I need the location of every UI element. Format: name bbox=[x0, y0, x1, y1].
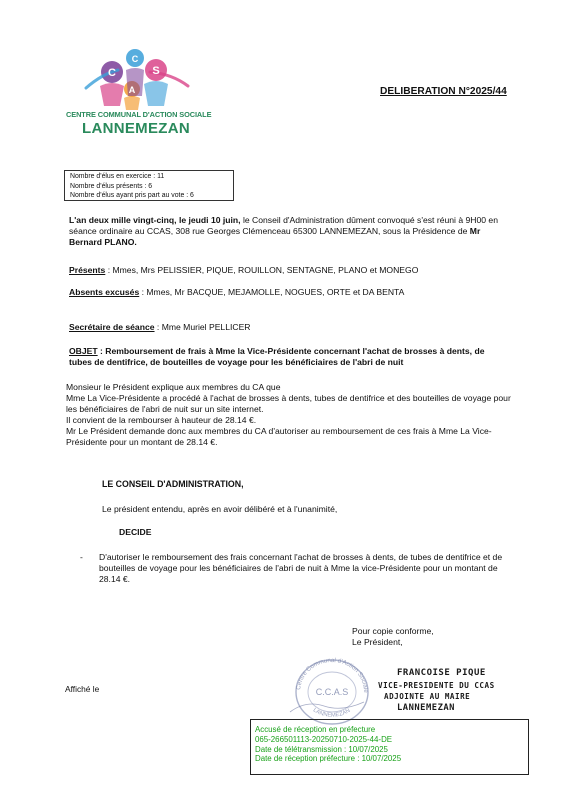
body-line: Monsieur le Président explique aux membres du CA que bbox=[66, 382, 281, 392]
secretaire-text: : Mme Muriel PELLICER bbox=[154, 322, 251, 332]
votes-line: Nombre d'élus ayant pris part au vote : 6 bbox=[70, 192, 194, 200]
logo-letter-s: S bbox=[152, 65, 160, 77]
body-line: Mme La Vice-Présidente a procédé à l'achat de brosses à dents, tubes de dentifrice et des bouteilles de voyage pour les bénéficiaires de l'abri de nuit sur un site internet. bbox=[66, 393, 511, 414]
objet-text: : Remboursement de frais à Mme la Vice-Présidente concernant l'achat de brosses à dents, de tubes de dentifrice, de bouteilles de voyage pour les bénéficiaires de l'abri de nuit bbox=[69, 346, 485, 367]
signature-name: FRANCOISE PIQUE bbox=[397, 668, 486, 678]
objet-paragraph bbox=[69, 346, 509, 368]
affiche-label: Affiché le bbox=[65, 684, 100, 694]
logo-letter-a: A bbox=[128, 85, 136, 95]
secretaire-label: Secrétaire de séance bbox=[69, 322, 155, 332]
decision-text: D'autoriser le remboursement des frais concernant l'achat de brosses à dents, de tubes de dentifrice et de bouteilles de voyage pour les bénéficiaires de l'abri de nuit à Mme la vice-Présidente pour un montant de 28.14 €. bbox=[99, 552, 503, 584]
receipt-line: Date de réception préfecture : 10/07/2025 bbox=[255, 754, 402, 764]
logo-subtitle: CENTRE COMMUNAL D'ACTION SOCIALE bbox=[66, 110, 212, 119]
logo-letter-c1: C bbox=[108, 67, 116, 79]
intro-text: le Conseil d'Administration dûment convoqué s'est réuni à 9H00 en séance ordinaire au CCAS, 308 rue Georges Clémenceau 65300 LANNEMEZAN, sous la Présidence de bbox=[69, 215, 498, 236]
body-line: Mr Le Président demande donc aux membres du CA d'autoriser au remboursement de ces frais à Mme La Vice-Présidente pour un montant de 28.14 €. bbox=[66, 426, 492, 447]
objet-label: OBJET bbox=[69, 346, 98, 356]
copie-line: Pour copie conforme, bbox=[352, 626, 434, 636]
presents-line bbox=[69, 265, 509, 276]
receipt-line: Accusé de réception en préfecture bbox=[255, 725, 376, 734]
stamp-center: C.C.A.S bbox=[315, 687, 349, 697]
presents-text: : Mmes, Mrs PELISSIER, PIQUE, ROUILLON, SENTAGNE, PLANO et MONEGO bbox=[105, 265, 419, 275]
decide-heading: DECIDE bbox=[119, 527, 152, 537]
body-line: Il convient de la rembourser à hauteur de 28.14 €. bbox=[66, 415, 257, 425]
receipt-line: Date de télétransmission : 10/07/2025 bbox=[255, 744, 388, 754]
votes-line: Nombre d'élus présents : 6 bbox=[70, 182, 153, 190]
signature-block bbox=[378, 668, 526, 714]
stamp-ring-text: Centre Communal d'Action Sociale bbox=[295, 656, 370, 693]
intro-paragraph bbox=[69, 215, 513, 248]
logo-letter-c2: C bbox=[131, 54, 139, 64]
votes-line: Nombre d'élus en exercice : 11 bbox=[70, 173, 165, 180]
entendu-line: Le président entendu, après en avoir délibéré et à l'unanimité, bbox=[102, 504, 338, 514]
decision-bullet: - bbox=[80, 552, 83, 562]
absents-line bbox=[69, 287, 509, 298]
absents-label: Absents excusés bbox=[69, 287, 140, 297]
signature-scribble-icon bbox=[290, 702, 364, 712]
intro-date: L'an deux mille vingt-cinq, le jeudi 10 juin, bbox=[69, 215, 241, 225]
presents-label: Présents bbox=[69, 265, 106, 275]
votes-box bbox=[64, 170, 234, 201]
secretaire-line bbox=[69, 322, 509, 333]
signature-role2: ADJOINTE AU MAIRE bbox=[384, 692, 471, 701]
signature-role: VICE-PRESIDENTE DU CCAS bbox=[378, 680, 495, 690]
receipt-line: 065-266501113-20250710-2025-44-DE bbox=[255, 734, 393, 744]
body-paragraph bbox=[66, 382, 514, 448]
absents-text: : Mmes, Mr BACQUE, MEJAMOLLE, NOGUES, ORTE et DA BENTA bbox=[139, 287, 405, 297]
intro-president: Mr Bernard PLANO. bbox=[69, 226, 481, 247]
deliberation-number: DELIBERATION N°2025/44 bbox=[380, 86, 507, 97]
signature-city: LANNEMEZAN bbox=[397, 702, 455, 713]
logo-city: LANNEMEZAN bbox=[82, 120, 190, 137]
stamp-bottom: LANNEMEZAN bbox=[311, 707, 352, 719]
copie-line: Le Président, bbox=[352, 637, 403, 647]
copie-conforme bbox=[352, 626, 512, 648]
conseil-heading: LE CONSEIL D'ADMINISTRATION, bbox=[102, 479, 244, 489]
prefecture-receipt-box bbox=[250, 719, 529, 775]
